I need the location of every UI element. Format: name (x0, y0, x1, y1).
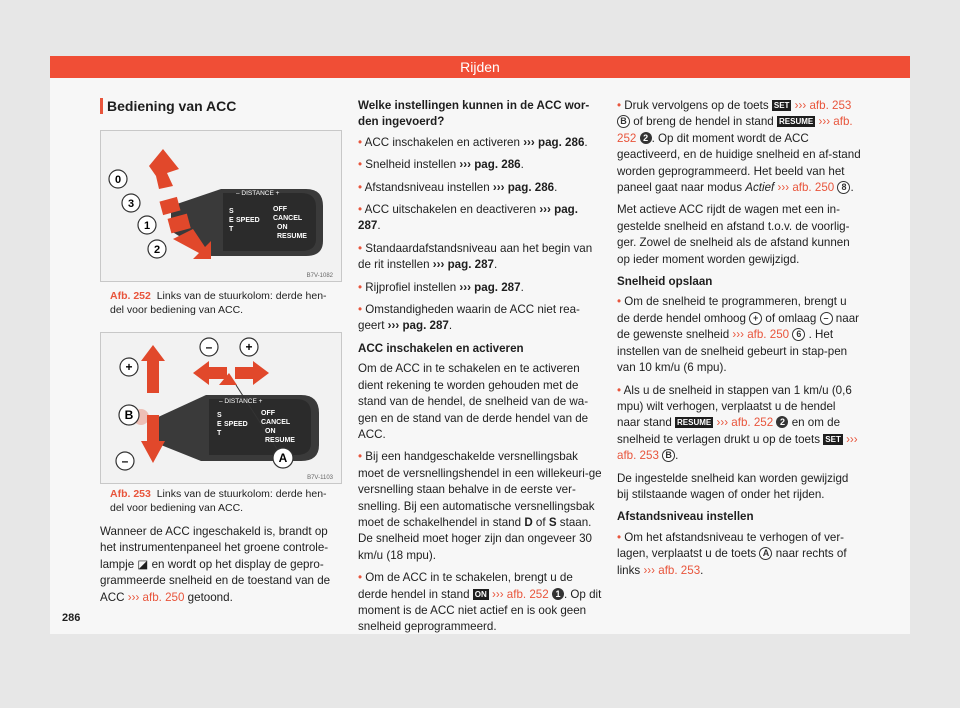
switch-on-bullet: • Om de ACC in te schakelen, brengt u de derde hendel in stand ON ››› afb. 252 1 . Op dit moment is de ACC niet actief en is ook geen snelheid geprogrammeerd. (358, 570, 602, 636)
off-label-253: OFF (261, 410, 275, 417)
marker-plus-top: + (245, 340, 253, 354)
caption-label-253: Afb. 253 (110, 488, 151, 500)
figure-code: B7V-1082 (306, 273, 333, 279)
gearbox-bullet: • Bij een handgeschakelde versnellingsbak moet de versnellingshendel in een willekeuri-ge versnelling staan behalve in de eerste ver-snelling. Bij een automatische versnellingsbak moet de schakelhendel in stand D of S staan. De snelheid moet hoger zijn dan ongeveer 30 km/u (18 mpu). (358, 449, 602, 564)
change-speed-text: De ingestelde snelheid kan worden gewijzigd bij stilstaande wagen of onder het rijden. (617, 471, 849, 501)
column-3 (617, 98, 861, 585)
position-8-badge: 8 (837, 181, 850, 194)
a-badge: A (759, 547, 772, 560)
off-label: OFF (273, 206, 287, 213)
s-label-253: S (217, 412, 222, 419)
position-2-badge-b: 2 (776, 416, 788, 428)
set-badge: SET (773, 101, 790, 110)
column-1-text (100, 524, 342, 612)
position-6-badge: 6 (792, 328, 805, 341)
page-number: 286 (62, 612, 81, 624)
page-reference[interactable]: ››› pag. 287 (387, 319, 449, 333)
ref-afb-250[interactable]: ››› afb. 250 (127, 590, 185, 604)
b-badge-2: B (662, 449, 675, 462)
e-label-253: E (217, 421, 222, 428)
lever-illustration-253 (101, 333, 341, 483)
cancel-label: CANCEL (273, 215, 303, 222)
ref-afb-250-c[interactable]: ››› afb. 250 (732, 328, 790, 342)
e-label: E (229, 217, 234, 224)
settings-list (358, 135, 602, 335)
settings-list-item: • Afstandsniveau instellen ››› pag. 286. (358, 180, 602, 196)
section-title: Bediening van ACC (100, 98, 236, 114)
position-1-badge: 1 (552, 588, 564, 600)
col1-text-b: en wordt op het display de gepro-grammeerde snelheid en de toestand van de ACC (100, 557, 331, 604)
ref-afb-252-b[interactable]: ››› afb. 252 (617, 115, 853, 145)
marker-3-label: 3 (127, 198, 135, 210)
t-label-253: T (217, 430, 222, 437)
marker-2-label: 2 (153, 244, 161, 256)
ref-afb-252[interactable]: ››› afb. 252 (492, 587, 549, 601)
col1-text-c: getoond. (187, 590, 233, 604)
page-reference[interactable]: ››› pag. 286 (523, 135, 585, 149)
caption-label: Afb. 252 (110, 290, 151, 302)
caption-253 (110, 488, 340, 515)
active-acc-text: Met actieve ACC rijdt de wagen met een in-gestelde snelheid en afstand t.o.v. de voorlig-ger. Zowel de snelheid als de afstand kunnen op ieder moment worden gewijzigd. (617, 203, 850, 266)
marker-0-label: 0 (114, 174, 122, 186)
figure-252 (100, 130, 342, 282)
page-reference[interactable]: ››› pag. 287 (358, 203, 578, 233)
activate-bullet: • Druk vervolgens op de toets SET ››› afb. 253 B of breng de hendel in stand RESUME ››› afb. 252 2 . Op dit moment wordt de ACC geactiveerd, en de huidige snelheid en af-stand worden geprogrammeerd. Het beeld van het paneel gaat naar modus Actief ››› afb. 250 8 . (617, 98, 861, 196)
distance-label: – DISTANCE + (236, 190, 280, 197)
figure-253 (100, 332, 342, 484)
activate-intro: Om de ACC in te schakelen en te activeren dient rekening te worden gehouden met de stand van de hendel, de snelheid van de wa-gen en de stand van de derde hendel van de ACC. (358, 362, 589, 441)
speed-label: SPEED (236, 217, 260, 224)
ref-afb-252-c[interactable]: ››› afb. 252 (716, 416, 774, 430)
t-label: T (229, 226, 234, 233)
cancel-label-253: CANCEL (261, 419, 291, 426)
col1-text-a: Wanneer de ACC ingeschakeld is, brandt op het instrumentenpaneel het groene controle-lampje (100, 525, 329, 571)
settings-list-item: • Omstandigheden waarin de ACC niet rea-geert ››› pag. 287. (358, 302, 602, 335)
on-label-253: ON (265, 428, 276, 435)
fine-speed-bullet: • Als u de snelheid in stappen van 1 km/u (0,6 mpu) wilt verhogen, verplaatst u de hendel naar stand RESUME ››› afb. 252 2 en om de snelheid te verlagen drukt u op de toets SET ››› afb. 253 B . (617, 383, 861, 465)
resume-label: RESUME (277, 233, 307, 240)
marker-1-label: 1 (143, 220, 151, 232)
marker-a: A (278, 451, 288, 465)
speed-label-253: SPEED (224, 421, 248, 428)
ref-afb-253-c[interactable]: ››› afb. 253 (643, 563, 701, 577)
caption-text-253: Links van de stuurkolom: derde hen-del voor bediening van ACC. (110, 488, 327, 514)
ref-afb-250-b[interactable]: ››› afb. 250 (777, 181, 835, 195)
heading-acc-activate: ACC inschakelen en activeren (358, 341, 524, 355)
on-position-badge: ON (474, 589, 487, 599)
distance-bullet: • Om het afstandsniveau te verhogen of ver-lagen, verplaatst u de toets A naar rechts of links ››› afb. 253. (617, 530, 861, 579)
minus-badge: – (820, 312, 833, 325)
column-2 (358, 98, 602, 642)
settings-list-item: • Rijprofiel instellen ››› pag. 287. (358, 280, 602, 296)
lever-illustration-252 (101, 131, 341, 281)
heading-save-speed: Snelheid opslaan (617, 275, 713, 289)
program-speed-bullet: • Om de snelheid te programmeren, brengt u de derde hendel omhoog + of omlaag – naar de gewenste snelheid ››› afb. 250 6 . Het instellen van de snelheid gebeurt in stap-pen van 10 km/u (6 mpu). (617, 294, 861, 376)
marker-plus-left: + (125, 360, 133, 374)
chapter-header: Rijden (50, 56, 910, 78)
page-reference[interactable]: ››› pag. 286 (492, 180, 555, 194)
b-badge: B (617, 115, 630, 128)
page-reference[interactable]: ››› pag. 287 (432, 258, 494, 272)
s-label: S (229, 208, 234, 215)
page-reference[interactable]: ››› pag. 286 (459, 158, 521, 172)
marker-minus-left: – (121, 454, 129, 468)
ref-afb-253[interactable]: ››› afb. 253 (794, 99, 852, 112)
lamp-icon: ◪ (137, 557, 149, 571)
caption-252 (110, 290, 340, 317)
settings-list-item: • ACC inschakelen en activeren ››› pag. 286. (358, 135, 602, 151)
position-2-badge: 2 (640, 132, 652, 144)
on-label: ON (277, 224, 288, 231)
settings-question: Welke instellingen kunnen in de ACC wor-den ingevoerd? (358, 99, 590, 129)
settings-list-item: • Standaardafstandsniveau aan het begin van de rit instellen ››› pag. 287. (358, 241, 602, 274)
distance-label-253: – DISTANCE + (219, 398, 263, 405)
resume-label-253: RESUME (265, 437, 295, 444)
ref-afb-253-b[interactable]: ››› afb. 253 (617, 432, 858, 463)
caption-text: Links van de stuurkolom: derde hen-del voor bediening van ACC. (110, 290, 327, 316)
marker-b: B (124, 408, 134, 422)
heading-distance: Afstandsniveau instellen (617, 510, 754, 524)
set-badge-2: SET (825, 434, 841, 444)
settings-list-item: • Snelheid instellen ››› pag. 286. (358, 157, 602, 173)
resume-badge-2: RESUME (677, 418, 712, 428)
figure-code-253: B7V-1103 (307, 475, 333, 481)
resume-badge: RESUME (779, 117, 814, 127)
page-reference[interactable]: ››› pag. 287 (459, 280, 521, 294)
marker-minus-top: – (205, 340, 213, 354)
settings-list-item: • ACC uitschakelen en deactiveren ››› pag. 287. (358, 202, 602, 235)
plus-badge: + (749, 312, 762, 325)
